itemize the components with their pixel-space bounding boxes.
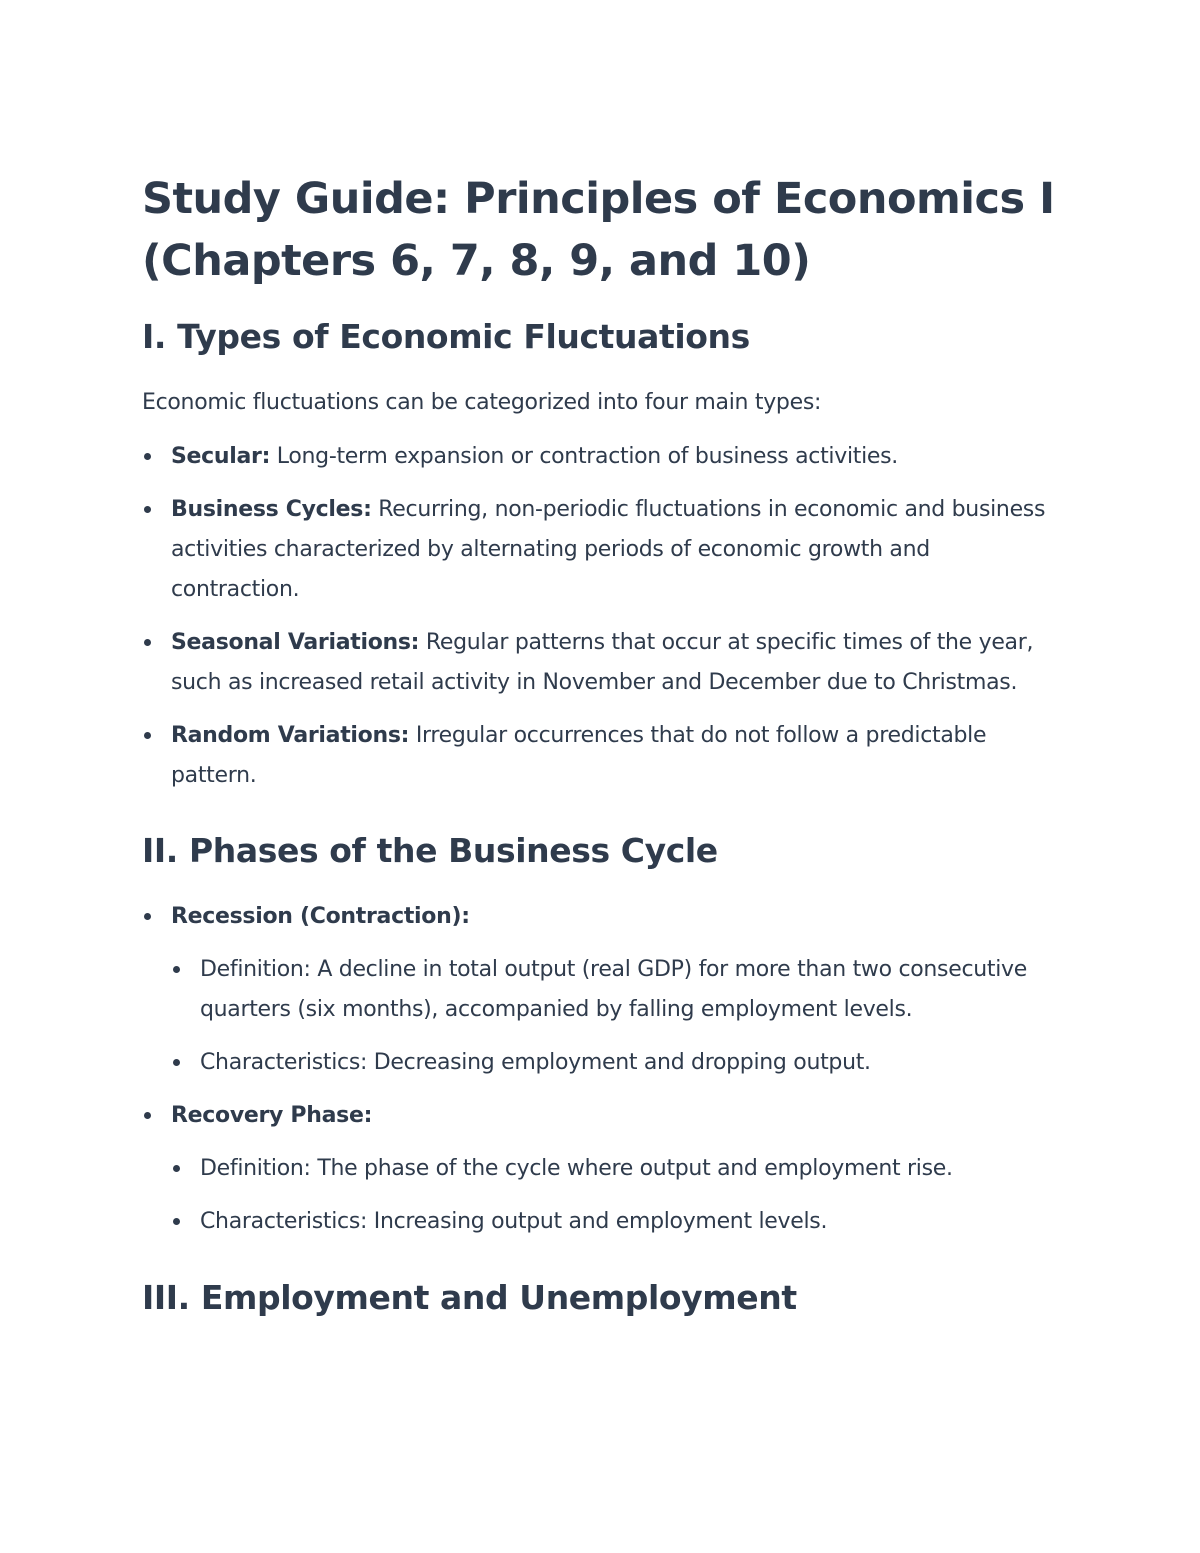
fluctuation-types-list xyxy=(142,437,1062,796)
list-item-recession xyxy=(142,897,1062,1083)
list-item-term: Recession (Contraction): xyxy=(171,904,470,929)
sub-list-item xyxy=(171,1043,1062,1083)
bullet-icon xyxy=(144,453,151,460)
bullet-icon xyxy=(144,732,151,739)
list-item-random-variations xyxy=(142,716,1062,796)
business-cycle-phases-list xyxy=(142,897,1062,1242)
list-item-seasonal-variations xyxy=(142,623,1062,703)
list-item-secular xyxy=(142,437,1062,477)
sub-list-item xyxy=(171,1149,1062,1189)
bullet-icon xyxy=(144,639,151,646)
sub-list-item xyxy=(171,1202,1062,1242)
sub-list-item xyxy=(171,950,1062,1030)
section-heading-types-of-fluctuations: I. Types of Economic Fluctuations xyxy=(142,317,750,356)
section-heading-employment-unemployment: III. Employment and Unemployment xyxy=(142,1278,797,1317)
list-item-term: Seasonal Variations: xyxy=(171,630,420,655)
list-item-text: Regular patterns that occur at specific times of the year, such as increased retail activity in November and December due to Christmas. xyxy=(171,630,1034,695)
list-item-term: Recovery Phase: xyxy=(171,1103,373,1128)
recovery-details-list xyxy=(171,1149,1062,1242)
list-item-text: Irregular occurrences that do not follow a predictable pattern. xyxy=(171,723,987,788)
list-item-term: Random Variations: xyxy=(171,723,410,748)
list-item-recovery-phase xyxy=(142,1096,1062,1242)
list-item-term: Secular: xyxy=(171,444,271,469)
list-item-term: Business Cycles: xyxy=(171,497,372,522)
list-item-text: Recurring, non-periodic fluctuations in economic and business activities characterized by alternating periods of economic growth and contraction. xyxy=(171,497,1046,602)
list-item-text: Long-term expansion or contraction of business activities. xyxy=(270,444,898,469)
bullet-icon xyxy=(144,506,151,513)
section-intro: Economic fluctuations can be categorized into four main types: xyxy=(142,390,822,415)
list-item-business-cycles xyxy=(142,490,1062,610)
sub-list-item-text: Characteristics: Decreasing employment and dropping output. xyxy=(200,1050,871,1075)
bullet-icon xyxy=(173,1218,180,1225)
bullet-icon xyxy=(144,1112,151,1119)
bullet-icon xyxy=(173,1165,180,1172)
section-heading-business-cycle-phases: II. Phases of the Business Cycle xyxy=(142,831,718,870)
document-page xyxy=(142,168,1062,1320)
sub-list-item-text: Definition: A decline in total output (real GDP) for more than two consecutive quarters (six months), accompanied by falling employment levels. xyxy=(200,957,1027,1022)
bullet-icon xyxy=(173,966,180,973)
page-title: Study Guide: Principles of Economics I (Chapters 6, 7, 8, 9, and 10) xyxy=(142,174,1055,286)
sub-list-item-text: Definition: The phase of the cycle where output and employment rise. xyxy=(200,1156,953,1181)
bullet-icon xyxy=(144,913,151,920)
bullet-icon xyxy=(173,1059,180,1066)
recession-details-list xyxy=(171,950,1062,1083)
sub-list-item-text: Characteristics: Increasing output and employment levels. xyxy=(200,1209,828,1234)
